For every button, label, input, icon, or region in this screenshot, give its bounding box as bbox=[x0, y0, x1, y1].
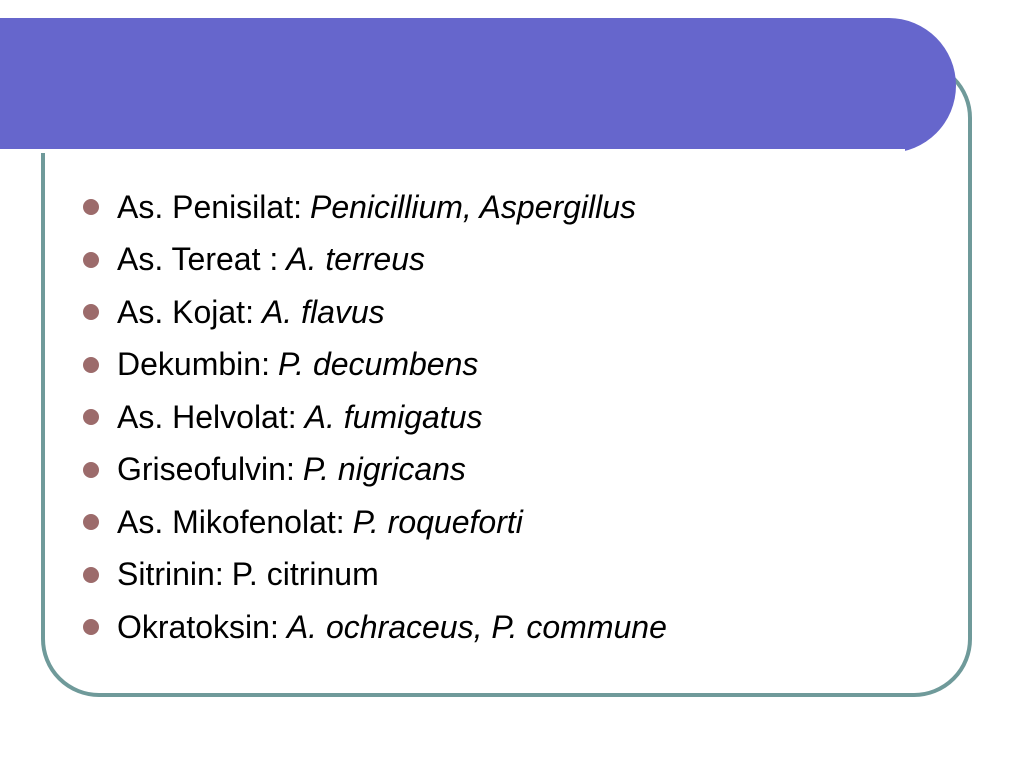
bullet-source: P. citrinum bbox=[231, 556, 379, 593]
list-item bbox=[78, 444, 667, 497]
bullet-term: Sitrinin: bbox=[117, 556, 224, 593]
bullet-term: As. Tereat : bbox=[117, 241, 279, 278]
bullet-source: A. flavus bbox=[261, 293, 385, 330]
bullet-list bbox=[78, 181, 667, 654]
bullet-icon bbox=[83, 252, 99, 268]
list-item bbox=[78, 601, 667, 654]
list-item bbox=[78, 181, 667, 234]
list-item bbox=[78, 286, 667, 339]
list-item bbox=[78, 339, 667, 392]
title-underline bbox=[0, 149, 905, 153]
bullet-icon bbox=[83, 567, 99, 583]
bullet-icon bbox=[83, 357, 99, 373]
list-item bbox=[78, 234, 667, 287]
bullet-source: A. terreus bbox=[286, 241, 425, 278]
bullet-term: Dekumbin: bbox=[117, 346, 270, 383]
bullet-source: P. decumbens bbox=[277, 346, 479, 383]
bullet-source: A. fumigatus bbox=[304, 398, 483, 435]
bullet-icon bbox=[83, 514, 99, 530]
bullet-term: As. Mikofenolat: bbox=[117, 503, 345, 540]
bullet-source: Penicillium, Aspergillus bbox=[309, 188, 637, 225]
bullet-source: P. roqueforti bbox=[352, 503, 523, 540]
bullet-term: Okratoksin: bbox=[117, 608, 279, 645]
bullet-term: As. Helvolat: bbox=[117, 398, 297, 435]
list-item bbox=[78, 549, 667, 602]
bullet-source: P. nigricans bbox=[302, 451, 466, 488]
list-item bbox=[78, 391, 667, 444]
bullet-icon bbox=[83, 462, 99, 478]
bullet-icon bbox=[83, 304, 99, 320]
bullet-term: As. Penisilat: bbox=[117, 188, 302, 225]
bullet-term: As. Kojat: bbox=[117, 293, 254, 330]
bullet-icon bbox=[83, 619, 99, 635]
list-item bbox=[78, 496, 667, 549]
bullet-icon bbox=[83, 199, 99, 215]
bullet-icon bbox=[83, 409, 99, 425]
title-band bbox=[0, 18, 956, 153]
bullet-term: Griseofulvin: bbox=[117, 451, 295, 488]
bullet-source: A. ochraceus, P. commune bbox=[286, 608, 667, 645]
